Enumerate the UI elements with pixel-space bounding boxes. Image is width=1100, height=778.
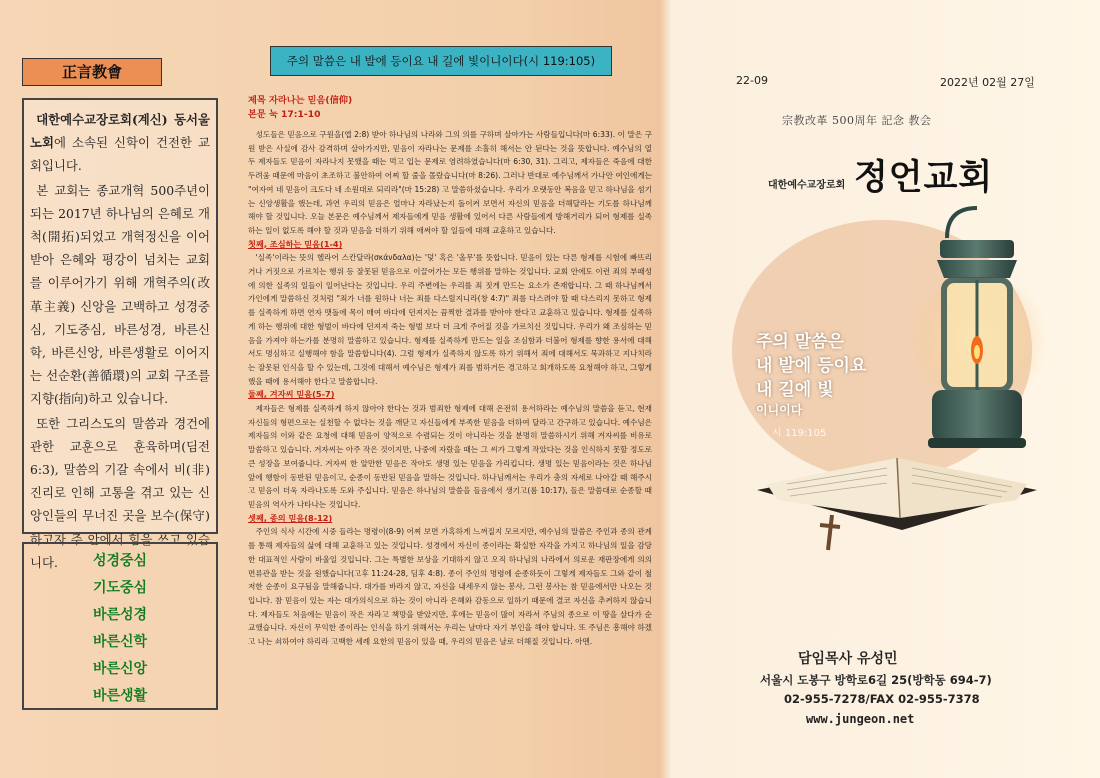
lantern-icon xyxy=(928,208,1026,448)
intro-text: 또한 그리스도의 말씀과 경건에 관한 교훈으로 훈육하며(딤전 6:3), 말씀의 기갈 속에서 비(非) 진리로 인해 고통을 겪고 있는 신앙인들의 무너진 곳을 보수(保守)하고자 주 안에서 힘을 쓰고 있습니다. xyxy=(30,415,210,570)
sermon-body xyxy=(248,128,652,649)
pastor-name: 담임목사 유성민 xyxy=(798,651,898,667)
value-item: 바른신학 xyxy=(92,634,148,650)
church-address: 서울시 도봉구 방학로6길 25(방학동 694-7) xyxy=(760,673,992,687)
core-values-box xyxy=(22,542,218,710)
verse-overlay xyxy=(756,330,906,418)
church-intro-box xyxy=(22,98,218,570)
church-website[interactable]: www.jungeon.net xyxy=(806,712,915,726)
cover-column xyxy=(672,0,1100,778)
anniversary-label: 宗教改革 500周年 記念 教会 xyxy=(782,114,932,127)
value-item: 바른신앙 xyxy=(92,661,148,677)
value-item: 성경중심 xyxy=(92,553,148,569)
section-heading: 첫째, 조심하는 믿음(1-4) xyxy=(248,238,343,249)
left-column xyxy=(0,0,240,778)
cross-icon xyxy=(820,515,840,550)
denomination-label: 대한예수교장로회 xyxy=(768,180,846,191)
verse-banner: 주의 말씀은 내 발에 등이요 내 길에 빛이니이다(시 119:105) xyxy=(270,46,612,76)
sermon-title-line: 제목 자라나는 믿음(信仰) xyxy=(248,95,353,106)
church-name-title: 정언교회 xyxy=(854,158,994,198)
section-heading: 둘째, 겨자씨 믿음(5-7) xyxy=(248,389,335,400)
intro-paragraph-1 xyxy=(30,108,210,178)
overlay-line: 내 길에 빛 xyxy=(756,380,834,400)
sermon-column xyxy=(236,0,666,778)
intro-paragraph-2 xyxy=(30,179,210,411)
value-item: 기도중심 xyxy=(92,580,148,596)
church-name-tag: 正言教會 xyxy=(22,58,162,86)
sermon-paragraph: 주인의 식사 시간에 시중 들라는 명령이(8-9) 어찌 보면 가혹하게 느껴질지 모르지만, 예수님의 말씀은 주인과 종의 관계를 통해 제자들의 삶에 대해 교훈하고 있는 것입니다. 성경에서 자신이 종이라는 확실한 자각을 가지고 하나님의 일을 감당한 대표적인 사람이 바울일 것입니다. 그는 특별한 보상을 기대하지 않고 오직 하나님의 나라에서 의로운 재판장에게 의의 면류관을 받는 것을 원했습니다(고후 11:24-28, 딤후 4:8). 종이 주인의 명령에 순종하듯이 그렇게 제자들도 그와 같이 철저한 순종이 요구됨을 말해줍니다. 대가를 바라지 않고, 자신을 내세우지 않는 봉사, 그런 봉사는 참 믿음에서만 나오는 것입니다. 참 믿음이 있는 자는 대가의식으로 하는 것이 아니라 은혜와 감동으로 일하기 때문에 결코 자신을 추켜하지 않습니다. 제자들도 처음에는 믿음이 작은 자라고 책망을 받았지만, 후에는 믿음이 많이 자라서 주님의 종으로 이 땅을 살다가 순교했습니다. 자신이 무익한 종이라는 인식을 하기 위해서는 우리는 날마다 자기 부인을 해야 합니다. 또 주님은 흥해야 하겠고 나는 쇠하여야 하리라 고백한 세례 요한의 믿음이 있을 때, 우리의 믿음은 날로 더해질 것입니다. 아멘. xyxy=(248,527,652,647)
overlay-line: 내 발에 등이요 xyxy=(756,356,867,376)
value-item: 바른생활 xyxy=(92,688,148,704)
overlay-line: 이니이다 xyxy=(756,403,803,417)
sermon-paragraph: 성도들은 믿음으로 구원을(엡 2:8) 받아 하나님의 나라와 그의 의를 구하며 살아가는 사람들입니다(마 6:33). 이 말은 구원 받은 사실에 감사 감격하며 살아가지만, 믿음이 자라나는 문제를 소홀히 해서는 안 된다는 것을 뜻합니다. 예수님의 열 두 제자들도 믿음이 자라나지 못했을 때는 먹고 입는 문제로 염려하였습니다(마 6:30, 31). 그리고, 제자들은 죽음에 대한 두려움 때문에 마음이 초조하고 불안하여 어찌 할 줄을 몰랐습니다(마 8:26). 그러나 반대로 예수님께서 가나안 여인에게는 "여자여 네 믿음이 크도다 네 소원대로 되리라"(마 15:28) 고 말씀하셨습니다. 우리가 오랫동안 복음을 믿고 하나님을 섬기는 신앙생활을 했는데, 과연 우리의 믿음은 얼마나 자라났는지 돌이켜 보면서 자신의 믿음을 더해달라는 기도를 하나님께 해야 할 것입니다. 오늘 본문은 예수님께서 제자들에게 믿음 생활에 있어서 다른 사람들에게 방해거리가 되어 형제를 실족하는 일이 없도록 해야 할 것과 믿음을 더하기 위해 애써야 할 일들에 대해 교훈하고 있습니다. xyxy=(248,130,652,235)
issue-date: 2022년 02월 27일 xyxy=(940,76,1035,89)
church-phone: 02-955-7278/FAX 02-955-7378 xyxy=(784,692,980,706)
verse-overlay-ref: 시 119:105 xyxy=(772,428,827,439)
intro-text: 본 교회는 종교개혁 500주년이 되는 2017년 하나님의 은혜로 개척(開拓)되었고 개혁정신을 이어받아 은혜와 평강이 넘치는 교회를 이루어가기 위해 개혁주의(改革主義) 신앙을 고백하고 성경중심, 기도중심, 바른성경, 바른신학, 바른신앙, 바른생활로 이어지는 선순환(善循環)의 교회 구조를 지향(指向)하고 있습니다. xyxy=(30,182,210,407)
sermon-paragraph: 제자들은 형제를 실족하게 하지 않아야 한다는 것과 범죄한 형제에 대해 온전히 용서하라는 예수님의 말씀을 듣고, 현재 자신들의 형편으로는 실천할 수 없다는 것을 깨닫고 자신들에게 부족한 믿음을 더하여 달라고 간구하고 있습니다. 예수님은 제자들의 이와 같은 요청에 대해 믿음이 양적으로 수렴되는 것이 아니라는 것을 분명히 말씀하시기 위해 겨자씨를 비유로 말씀하고 있습니다. 겨자씨는 아주 작은 것이지만, 나중에 자랐을 때는 그 씨가 그렇게 작았다는 것을 인식하지 못할 정도로 큰 성장을 보여줍니다. 겨자씨 한 알만한 믿음은 작아도 생명 있는 믿음을 가리킵니다. 생명 있는 믿음이라는 것은 하나님 앞에 행함이 동반된 믿음이고, 순종이 동반된 믿음을 말하는 것입니다. 하나님께서는 우리가 충의 자세로 나아갈 때 해주시고 믿음이 더욱 자라나도록 도와 주십니다. 믿음은 하나님의 말씀을 들음에서 생기고(롬 10:17), 들은 말씀대로 순종할 때 믿음의 역사가 나타나는 것입니다. xyxy=(248,404,652,509)
sermon-title xyxy=(248,94,352,122)
issue-number: 22-09 xyxy=(736,74,768,87)
sermon-paragraph: '실족'이라는 뜻의 헬라어 스칸달라(σκάνδαλα)는 '덫' 혹은 '올무'를 뜻합니다. 믿음이 있는 다른 형제를 시험에 빠뜨리거나 거짓으로 가르치는 행위 등 잘못된 믿음으로 이끌어가는 모든 행위를 말하는 것입니다. 교회 안에도 이런 죄의 부패성에 의한 실족의 일들이 일어난다는 것입니다. 우리 주변에는 우리를 죄 짓게 만드는 요소가 존재합니다. 그 때 하나님께서 가인에게 말씀하신 것처럼 "죄가 너를 원하나 너는 죄를 다스릴지니라(창 4:7)" 죄를 다스려야 할 때 다스리지 못하고 형제를 실족하게 하면 연자 맷돌에 목이 매여 바다에 던져지는 끔찍한 결과를 받아야 한다고 교훈하고 있습니다. 형제를 실족하게 하는 행위에 대한 형벌이 바다에 던져져 죽는 형벌 보다 더 크게 주어질 것을 가르치신 것입니다. 우리가 왜 조심하는 믿음을 가져야 하는가를 분명히 말씀하고 있습니다. 형제를 실족하게 만드는 일을 조심함과 더불어 형제를 향한 용서에 대해서도 명심하고 실행해야 함을 말씀합니다(4). 그럼 형제가 실족하지 않도록 하기 위해서 죄에 대해서도 묵과하고 지나치라는 잘못된 인식을 할 수 있는데, 그것에 대해서 예수님은 형제가 죄를 범하거든 경고하고 회개하도록 요청해야 하고, 그렇게 했을 때에 용서해야 한다고 말씀합니다. xyxy=(248,253,652,386)
sermon-text-ref: 본문 눅 17:1-10 xyxy=(248,109,321,120)
bible-icon xyxy=(757,458,1037,530)
intro-text: 에 소속된 신학이 건전한 교회입니다. xyxy=(30,135,210,174)
intro-bold: 대한예수교장로회(계신) 동서울 노회 xyxy=(30,112,210,151)
overlay-line: 주의 말씀은 xyxy=(756,332,845,352)
value-item: 바른성경 xyxy=(92,607,148,623)
section-heading: 셋째, 종의 믿음(8-12) xyxy=(248,512,333,523)
